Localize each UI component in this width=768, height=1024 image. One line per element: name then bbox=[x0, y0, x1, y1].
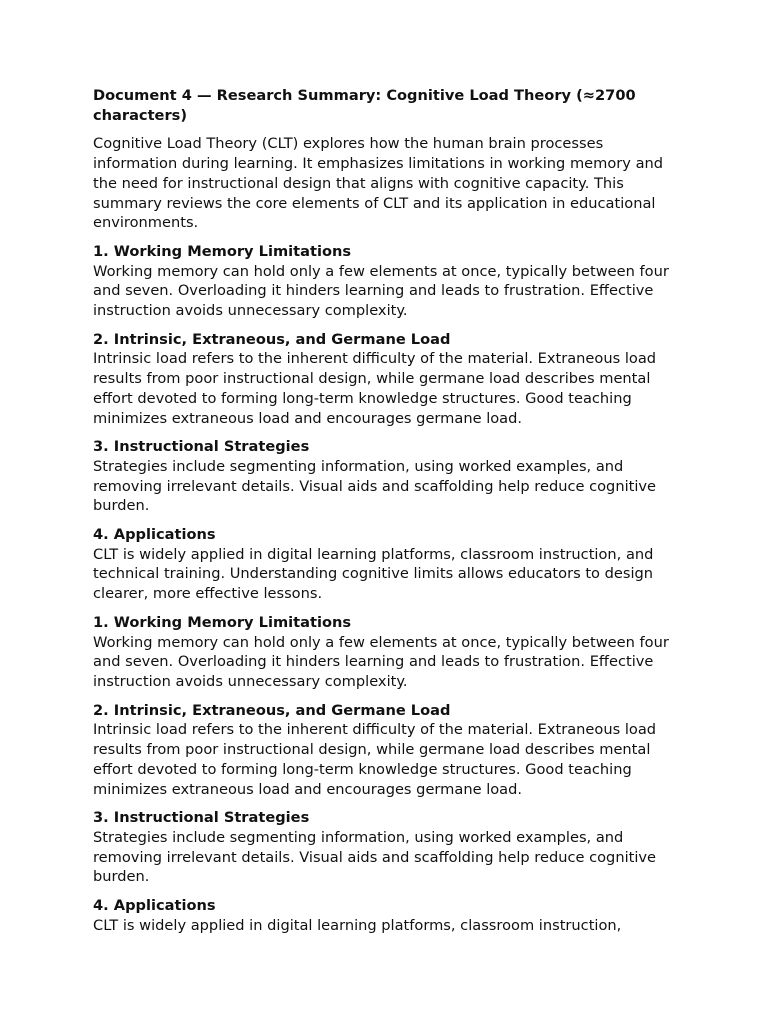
section-body: Intrinsic load refers to the inherent difficulty of the material. Extraneous load results from poor instructional design, while germane load describes mental effort devoted to forming long-term knowledge structures. Good teaching minimizes extraneous load and encourages germane load. bbox=[93, 350, 657, 427]
section-body: Intrinsic load refers to the inherent difficulty of the material. Extraneous load results from poor instructional design, while germane load describes mental effort devoted to forming long-term knowledge structures. Good teaching minimizes extraneous load and encourages germane load. bbox=[93, 721, 657, 798]
section-load-types-repeat bbox=[93, 701, 683, 800]
section-body: Strategies include segmenting information, using worked examples, and removing irrelevant details. Visual aids and scaffolding help reduce cognitive burden. bbox=[93, 828, 657, 886]
section-heading: 2. Intrinsic, Extraneous, and Germane Load bbox=[93, 701, 451, 719]
section-heading: 4. Applications bbox=[93, 897, 216, 915]
intro-paragraph: Cognitive Load Theory (CLT) explores how the human brain processes information during learning. It emphasizes limitations in working memory and the need for instructional design that aligns with cognitive capacity. This summary reviews the core elements of CLT and its application in educational environments. bbox=[93, 135, 664, 232]
section-heading: 3. Instructional Strategies bbox=[93, 438, 310, 456]
section-applications bbox=[93, 525, 683, 604]
section-body: CLT is widely applied in digital learning platforms, classroom instruction, and technical training. Understanding cognitive limits allows educators to design clearer, more effective lessons. bbox=[93, 545, 654, 603]
section-load-types bbox=[93, 330, 683, 429]
section-body: Strategies include segmenting information, using worked examples, and removing irrelevant details. Visual aids and scaffolding help reduce cognitive burden. bbox=[93, 457, 657, 515]
section-heading: 4. Applications bbox=[93, 526, 216, 544]
section-heading: 2. Intrinsic, Extraneous, and Germane Load bbox=[93, 330, 451, 348]
section-applications-repeat bbox=[93, 896, 683, 935]
section-heading: 1. Working Memory Limitations bbox=[93, 242, 352, 260]
section-working-memory bbox=[93, 242, 683, 321]
section-instructional-strategies-repeat bbox=[93, 808, 683, 887]
section-body: Working memory can hold only a few elements at once, typically between four and seven. Overloading it hinders learning and leads to frustration. Effective instruction avoids unnecessary complexity. bbox=[93, 262, 669, 320]
section-body: CLT is widely applied in digital learning platforms, classroom instruction, bbox=[93, 916, 622, 934]
section-working-memory-repeat bbox=[93, 613, 683, 692]
document-page bbox=[93, 86, 683, 944]
section-instructional-strategies bbox=[93, 437, 683, 516]
document-title: Document 4 — Research Summary: Cognitive Load Theory (≈2700 characters) bbox=[93, 87, 636, 124]
section-heading: 1. Working Memory Limitations bbox=[93, 613, 352, 631]
section-heading: 3. Instructional Strategies bbox=[93, 809, 310, 827]
section-body: Working memory can hold only a few elements at once, typically between four and seven. Overloading it hinders learning and leads to frustration. Effective instruction avoids unnecessary complexity. bbox=[93, 633, 669, 690]
